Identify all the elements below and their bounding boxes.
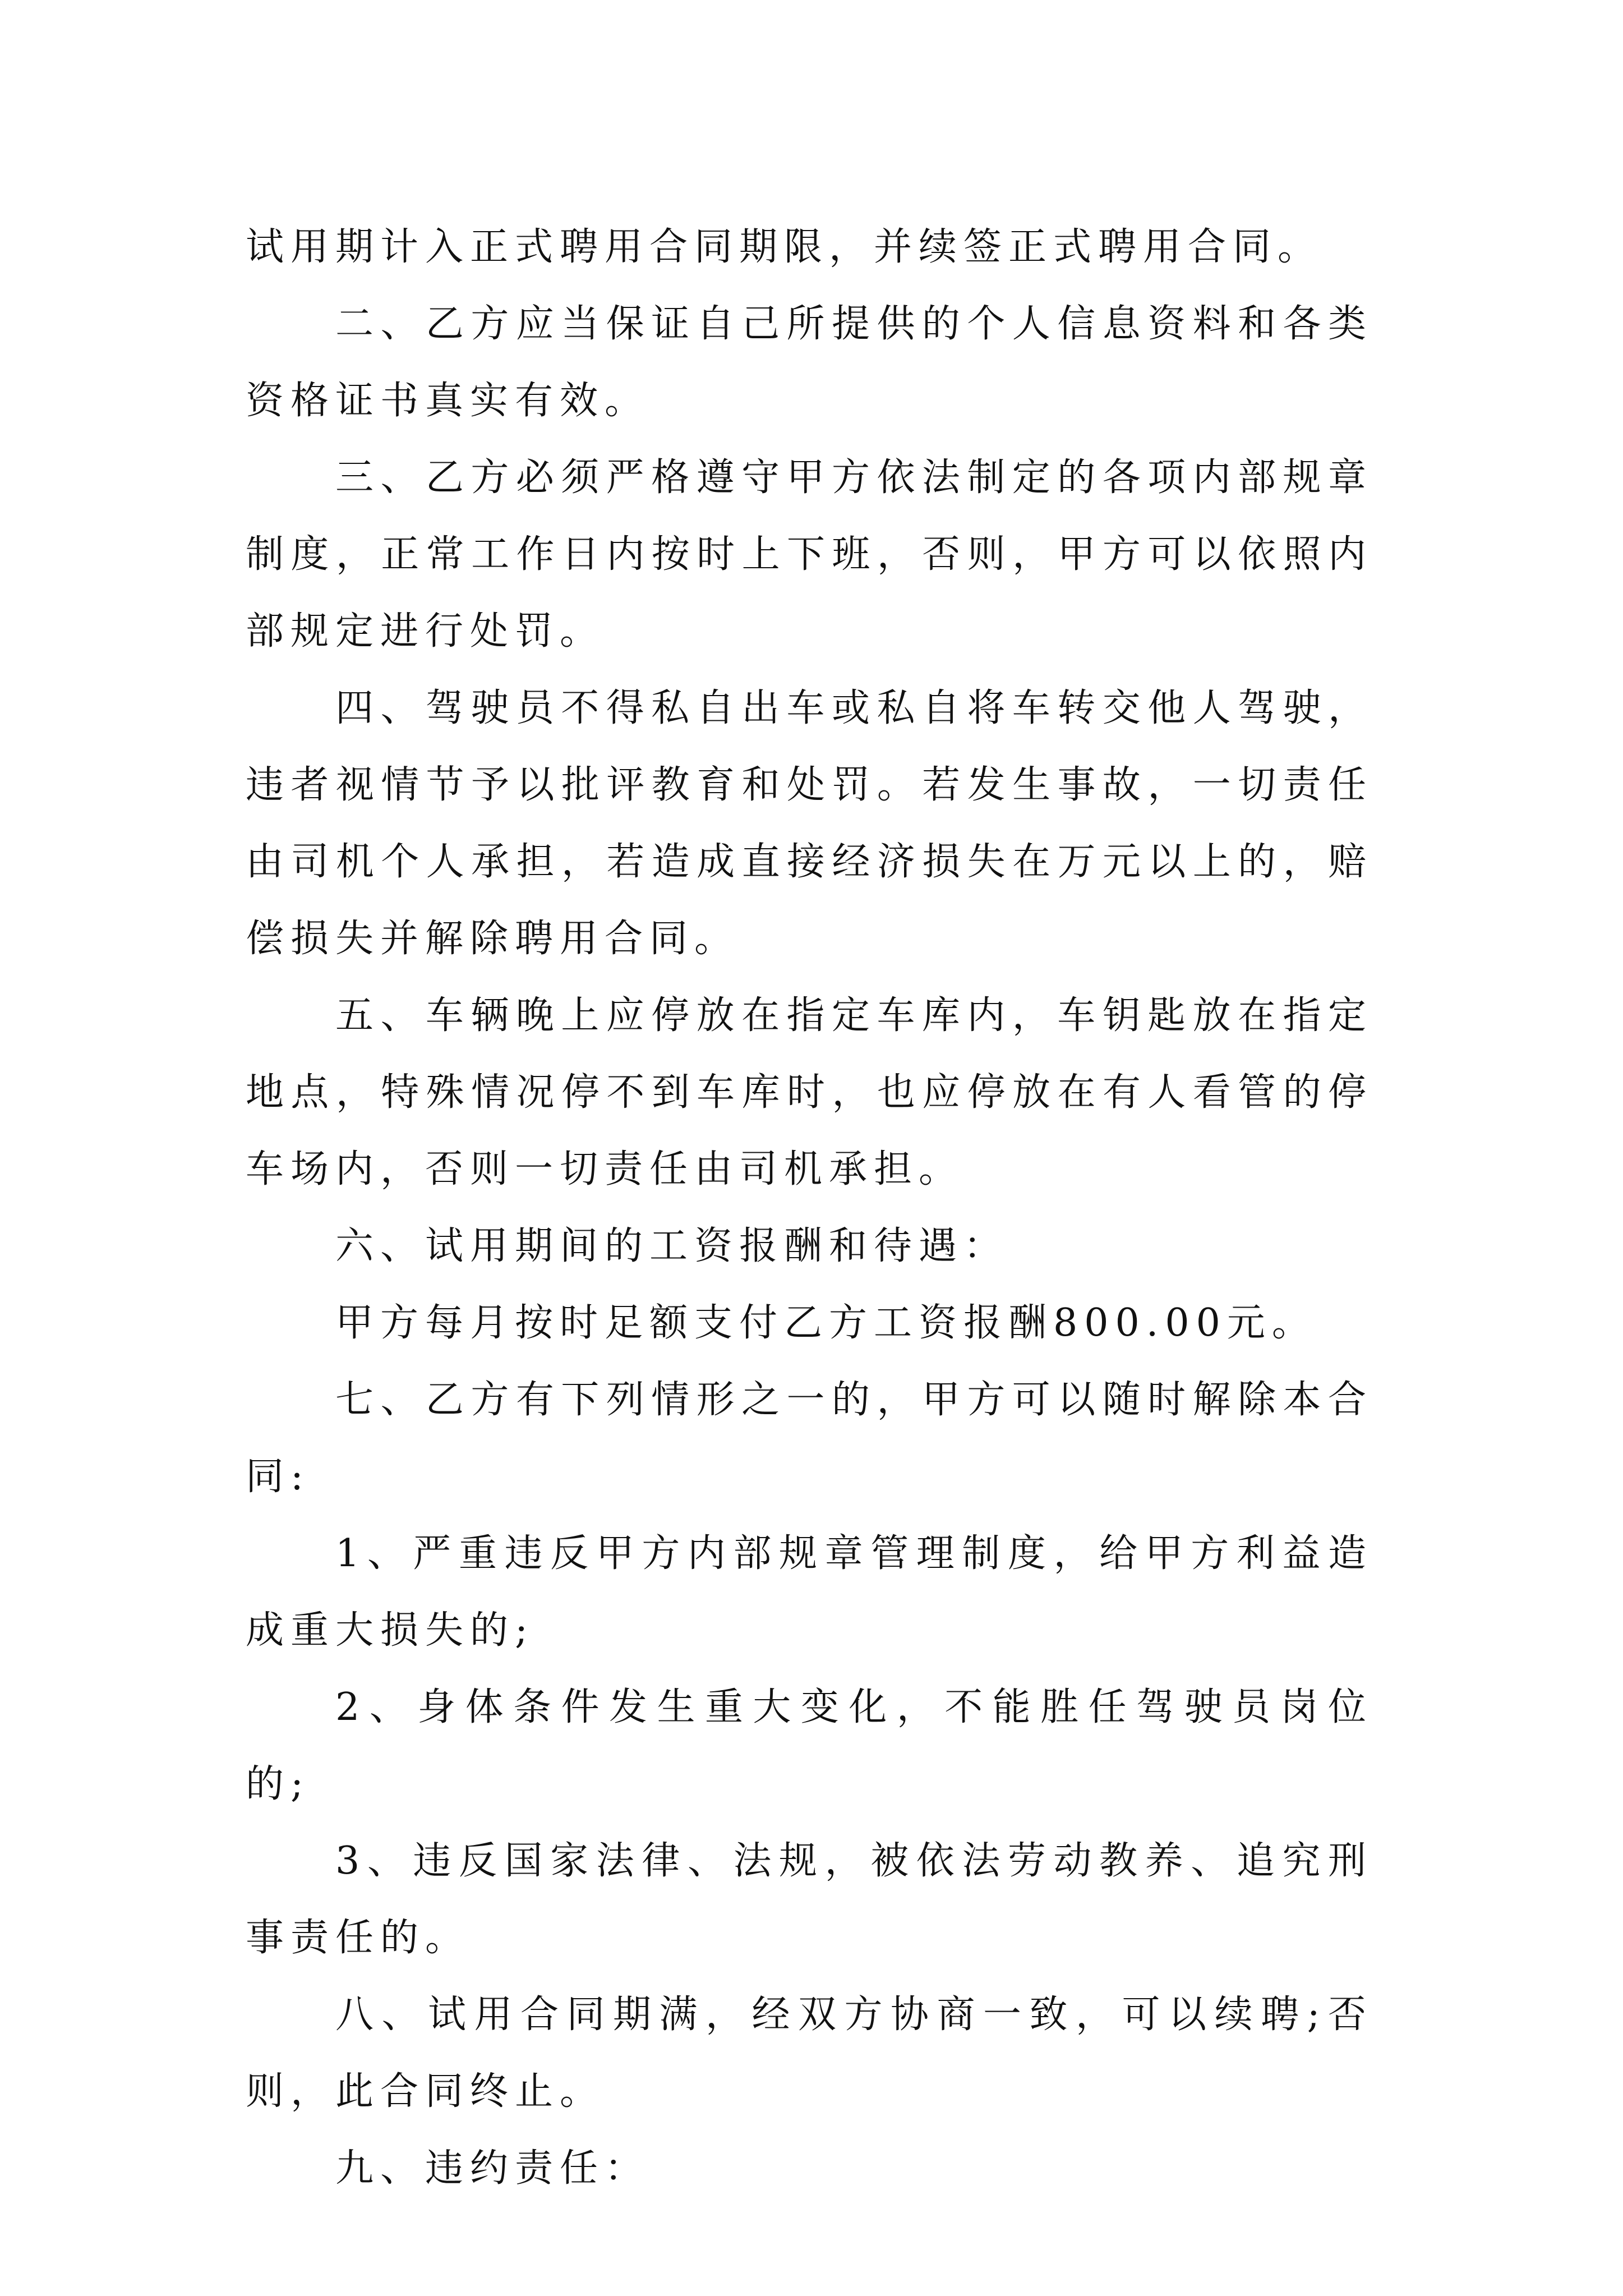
paragraph-clause-9: 九、违约责任： <box>335 2146 650 2191</box>
paragraph-clause-8: 八、试用合同期满，经双方协商一致，可以续聘;否则，此合同终止。 <box>246 1993 1373 2114</box>
paragraph-clause-7-item-3: 3、违反国家法律、法规，被依法劳动教养、追究刑事责任的。 <box>246 1839 1373 1960</box>
paragraph-clause-6: 六、试用期间的工资报酬和待遇： <box>335 1224 1009 1268</box>
paragraph-clause-4: 四、驾驶员不得私自出车或私自将车转交他人驾驶，违者视情节予以批评教育和处罚。若发生事故，一切责任由司机个人承担，若造成直接经济损失在万元以上的，赔偿损失并解除聘用合同。 <box>246 686 1373 961</box>
paragraph-clause-7: 七、乙方有下列情形之一的，甲方可以随时解除本合同: <box>246 1378 1373 1499</box>
contract-body <box>246 209 1373 2207</box>
paragraph-probation-term: 试用期计入正式聘用合同期限，并续签正式聘用合同。 <box>246 225 1323 269</box>
paragraph-clause-2: 二、乙方应当保证自己所提供的个人信息资料和各类资格证书真实有效。 <box>246 302 1373 423</box>
paragraph-clause-3: 三、乙方必须严格遵守甲方依法制定的各项内部规章制度，正常工作日内按时上下班，否则，甲方可以依照内部规定进行处罚。 <box>246 455 1373 654</box>
paragraph-clause-7-item-1: 1、严重违反甲方内部规章管理制度，给甲方利益造成重大损失的; <box>246 1531 1373 1653</box>
paragraph-clause-5: 五、车辆晚上应停放在指定车库内，车钥匙放在指定地点，特殊情况停不到车库时，也应停放在有人看管的停车场内，否则一切责任由司机承担。 <box>246 993 1373 1191</box>
paragraph-salary: 甲方每月按时足额支付乙方工资报酬800.00元。 <box>335 1301 1317 1345</box>
paragraph-clause-7-item-2: 2、身体条件发生重大变化，不能胜任驾驶员岗位的; <box>246 1685 1373 1806</box>
